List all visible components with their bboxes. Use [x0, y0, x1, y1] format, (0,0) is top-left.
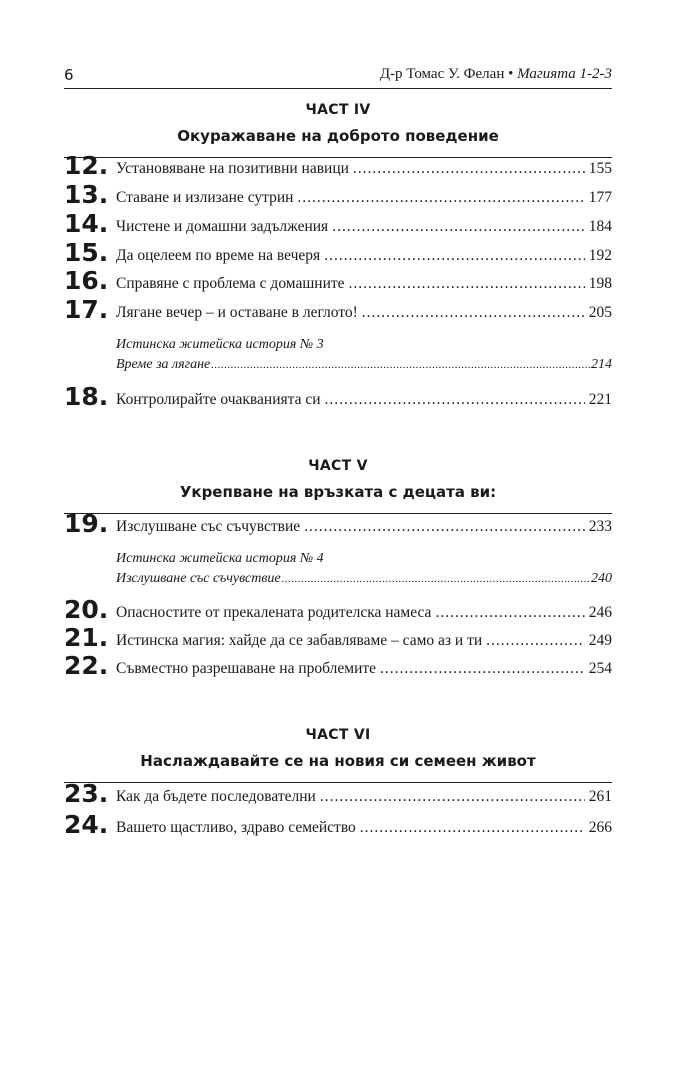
page-ref: 249 [588, 631, 612, 649]
chapter-number: 21. [64, 623, 109, 652]
chapter-number: 16. [64, 266, 109, 295]
running-header [64, 66, 612, 89]
dot-leader [297, 190, 584, 206]
author-name: Д-р Томас У. Фелан [379, 66, 505, 82]
chapter-title: Истинска магия: хайде да се забавляваме – само аз и ти [116, 631, 483, 649]
chapter-title: Опасностите от прекалената родителска намеса [116, 603, 432, 621]
dot-leader [325, 392, 585, 408]
dot-leader [435, 605, 584, 621]
toc-entry-13[interactable] [64, 179, 612, 209]
chapter-title: Изслушване със съчувствие [116, 517, 301, 535]
story-entry-3[interactable] [116, 337, 612, 377]
chapter-number: 20. [64, 595, 109, 624]
chapter-number: 14. [64, 209, 109, 238]
toc-entry-24[interactable] [64, 809, 612, 839]
chapter-title: Справяне с проблема с домашните [116, 274, 345, 292]
dot-leader [320, 789, 585, 805]
chapter-title: Лягане вечер – и оставане в леглото! [116, 303, 358, 321]
page-ref: 214 [591, 357, 612, 372]
part-label: ЧАСТ V [308, 458, 368, 474]
story-title: Изслушване със съчувствие [116, 571, 281, 586]
page-ref: 198 [588, 274, 612, 292]
story-title: Време за лягане [116, 357, 211, 372]
story-label: Истинска житейска история № 3 [116, 337, 324, 352]
chapter-number: 22. [64, 651, 109, 680]
toc-entry-14[interactable] [64, 208, 612, 238]
dot-leader [211, 359, 590, 371]
running-head [380, 66, 612, 83]
dot-leader [304, 519, 585, 535]
chapter-number: 17. [64, 295, 109, 324]
story-label: Истинска житейска история № 4 [116, 551, 324, 566]
page-ref: 233 [588, 517, 612, 535]
page-ref: 266 [588, 818, 612, 836]
chapter-number: 24. [64, 810, 109, 839]
page-ref: 205 [588, 303, 612, 321]
toc-entry-16[interactable] [64, 265, 612, 295]
chapter-number: 13. [64, 180, 109, 209]
part-subtitle: Укрепване на връзката с децата ви: [179, 483, 497, 501]
chapter-title: Установяване на позитивни навици [116, 159, 349, 177]
dot-leader [380, 661, 585, 677]
dot-leader [349, 276, 585, 292]
toc-entry-18[interactable] [64, 381, 612, 411]
part-label: ЧАСТ VI [305, 727, 371, 743]
page-ref: 246 [588, 603, 612, 621]
toc-entry-23[interactable] [64, 778, 612, 808]
page-ref: 240 [591, 571, 612, 586]
dot-leader [332, 219, 585, 235]
chapter-number: 19. [64, 509, 109, 538]
story-entry-4[interactable] [116, 551, 612, 591]
toc-entry-17[interactable] [64, 294, 612, 324]
page-ref: 261 [588, 787, 612, 805]
dot-leader [486, 633, 585, 649]
chapter-title: Как да бъдете последователни [116, 787, 316, 805]
page-number: 6 [64, 66, 74, 84]
chapter-title: Да оцелеем по време на вечеря [116, 246, 321, 264]
toc-entry-15[interactable] [64, 237, 612, 267]
chapter-title: Съвместно разрешаване на проблемите [116, 659, 377, 677]
toc-entry-12[interactable] [64, 150, 612, 180]
chapter-title: Вашето щастливо, здраво семейство [116, 818, 356, 836]
dot-leader [324, 248, 585, 264]
chapter-number: 23. [64, 779, 109, 808]
chapter-number: 12. [64, 151, 109, 180]
page-ref: 221 [588, 390, 612, 408]
toc-entry-21[interactable] [64, 622, 612, 652]
chapter-number: 15. [64, 238, 109, 267]
page-ref: 254 [588, 659, 612, 677]
dot-leader [360, 820, 585, 836]
toc-entry-20[interactable] [64, 594, 612, 624]
toc-entry-22[interactable] [64, 650, 612, 680]
chapter-title: Ставане и излизане сутрин [116, 188, 294, 206]
part-v-heading [64, 458, 612, 514]
dot-leader [362, 305, 585, 321]
page-ref: 184 [588, 217, 612, 235]
page-ref: 155 [588, 159, 612, 177]
page-ref: 177 [588, 188, 612, 206]
chapter-number: 18. [64, 382, 109, 411]
dot-leader [353, 161, 585, 177]
part-label: ЧАСТ IV [305, 102, 371, 118]
toc-entry-19[interactable] [64, 508, 612, 538]
chapter-title: Чистене и домашни задължения [116, 217, 329, 235]
bullet-separator: • [508, 66, 514, 82]
part-subtitle: Наслаждавайте се на новия си семеен живот [140, 752, 536, 770]
dot-leader [282, 573, 590, 585]
part-vi-heading [64, 727, 612, 783]
chapter-title: Контролирайте очакванията си [116, 390, 321, 408]
book-title: Магията 1-2-3 [517, 66, 612, 82]
part-subtitle: Окуражаване на доброто поведение [177, 127, 499, 145]
page-ref: 192 [588, 246, 612, 264]
